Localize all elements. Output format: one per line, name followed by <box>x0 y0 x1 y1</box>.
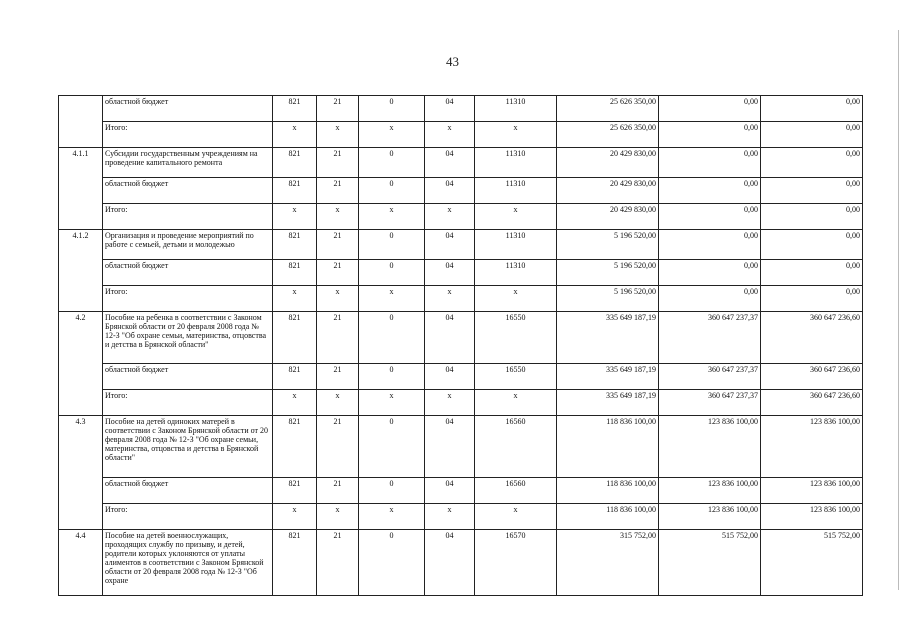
code-cell: x <box>475 390 557 416</box>
code-cell: x <box>359 122 425 148</box>
amount-cell: 0,00 <box>761 204 863 230</box>
amount-cell: 0,00 <box>659 178 761 204</box>
amount-cell: 25 626 350,00 <box>557 122 659 148</box>
code-cell: x <box>273 286 317 312</box>
code-cell: 04 <box>425 416 475 478</box>
amount-cell: 5 196 520,00 <box>557 286 659 312</box>
code-cell: 21 <box>317 260 359 286</box>
code-cell: 04 <box>425 364 475 390</box>
table-row <box>59 122 863 148</box>
code-cell: x <box>359 286 425 312</box>
item-title-cell: Пособие на детей военнослужащих, проходящих службу по призыву, и детей, родители которых уклоняются от уплаты алиментов в соответствии с Законом Брянской области от 20 февраля 2008 года № 12-З "Об охране <box>103 530 273 596</box>
code-cell: 0 <box>359 416 425 478</box>
table-row <box>59 416 863 478</box>
amount-cell: 0,00 <box>659 204 761 230</box>
budget-source-cell: областной бюджет <box>103 178 273 204</box>
amount-cell: 0,00 <box>659 230 761 260</box>
code-cell: 0 <box>359 148 425 178</box>
code-cell: x <box>317 122 359 148</box>
amount-cell: 123 836 100,00 <box>659 478 761 504</box>
code-cell: 04 <box>425 260 475 286</box>
item-number-cell: 4.2 <box>59 312 103 416</box>
code-cell: x <box>425 122 475 148</box>
code-cell: 16550 <box>475 364 557 390</box>
code-cell: 821 <box>273 148 317 178</box>
code-cell: 21 <box>317 230 359 260</box>
amount-cell: 123 836 100,00 <box>659 416 761 478</box>
code-cell: 04 <box>425 478 475 504</box>
total-label-cell: Итого: <box>103 390 273 416</box>
table-row <box>59 230 863 260</box>
item-title-cell: Субсидии государственным учреждениям на проведение капитального ремонта <box>103 148 273 178</box>
code-cell: x <box>317 390 359 416</box>
amount-cell: 25 626 350,00 <box>557 96 659 122</box>
total-label-cell: Итого: <box>103 204 273 230</box>
amount-cell: 335 649 187,19 <box>557 364 659 390</box>
item-number-cell <box>59 96 103 148</box>
amount-cell: 20 429 830,00 <box>557 178 659 204</box>
table-row <box>59 148 863 178</box>
total-label-cell: Итого: <box>103 504 273 530</box>
code-cell: 16560 <box>475 478 557 504</box>
code-cell: 21 <box>317 96 359 122</box>
item-number-cell: 4.1.2 <box>59 230 103 312</box>
code-cell: x <box>273 504 317 530</box>
amount-cell: 0,00 <box>659 260 761 286</box>
code-cell: x <box>359 504 425 530</box>
code-cell: x <box>317 286 359 312</box>
item-number-cell: 4.3 <box>59 416 103 530</box>
code-cell: x <box>475 122 557 148</box>
item-title-cell: Пособие на ребенка в соответствии с Законом Брянской области от 20 февраля 2008 года № 12-З "Об охране семьи, материнства, отцовства и детства в Брянской области" <box>103 312 273 364</box>
amount-cell: 20 429 830,00 <box>557 148 659 178</box>
amount-cell: 360 647 236,60 <box>761 312 863 364</box>
budget-source-cell: областной бюджет <box>103 478 273 504</box>
code-cell: 821 <box>273 230 317 260</box>
code-cell: 821 <box>273 260 317 286</box>
amount-cell: 118 836 100,00 <box>557 504 659 530</box>
amount-cell: 123 836 100,00 <box>761 504 863 530</box>
table-row <box>59 96 863 122</box>
budget-source-cell: областной бюджет <box>103 260 273 286</box>
amount-cell: 0,00 <box>761 230 863 260</box>
amount-cell: 0,00 <box>761 178 863 204</box>
code-cell: 04 <box>425 178 475 204</box>
amount-cell: 515 752,00 <box>659 530 761 596</box>
code-cell: x <box>317 204 359 230</box>
table-row <box>59 504 863 530</box>
code-cell: 0 <box>359 530 425 596</box>
table-row <box>59 178 863 204</box>
amount-cell: 123 836 100,00 <box>761 478 863 504</box>
amount-cell: 0,00 <box>761 286 863 312</box>
amount-cell: 20 429 830,00 <box>557 204 659 230</box>
code-cell: 04 <box>425 312 475 364</box>
code-cell: 16560 <box>475 416 557 478</box>
code-cell: 21 <box>317 148 359 178</box>
table-row <box>59 204 863 230</box>
code-cell: 04 <box>425 96 475 122</box>
code-cell: 11310 <box>475 96 557 122</box>
code-cell: 821 <box>273 530 317 596</box>
budget-table-body <box>59 96 863 596</box>
code-cell: 0 <box>359 178 425 204</box>
code-cell: x <box>359 390 425 416</box>
code-cell: 21 <box>317 416 359 478</box>
table-row <box>59 312 863 364</box>
code-cell: x <box>425 204 475 230</box>
amount-cell: 5 196 520,00 <box>557 260 659 286</box>
amount-cell: 123 836 100,00 <box>659 504 761 530</box>
budget-table <box>58 95 863 596</box>
code-cell: 0 <box>359 96 425 122</box>
code-cell: x <box>425 286 475 312</box>
code-cell: 0 <box>359 260 425 286</box>
code-cell: 821 <box>273 178 317 204</box>
code-cell: 21 <box>317 364 359 390</box>
budget-source-cell: областной бюджет <box>103 364 273 390</box>
table-row <box>59 364 863 390</box>
code-cell: 21 <box>317 178 359 204</box>
table-row <box>59 260 863 286</box>
code-cell: 04 <box>425 530 475 596</box>
code-cell: x <box>475 504 557 530</box>
code-cell: 821 <box>273 416 317 478</box>
amount-cell: 0,00 <box>659 286 761 312</box>
amount-cell: 0,00 <box>761 96 863 122</box>
amount-cell: 335 649 187,19 <box>557 390 659 416</box>
amount-cell: 118 836 100,00 <box>557 416 659 478</box>
code-cell: x <box>317 504 359 530</box>
code-cell: 21 <box>317 312 359 364</box>
code-cell: 0 <box>359 230 425 260</box>
amount-cell: 515 752,00 <box>761 530 863 596</box>
item-number-cell: 4.1.1 <box>59 148 103 230</box>
table-row <box>59 530 863 596</box>
amount-cell: 118 836 100,00 <box>557 478 659 504</box>
code-cell: 16570 <box>475 530 557 596</box>
code-cell: x <box>425 504 475 530</box>
code-cell: x <box>475 204 557 230</box>
code-cell: 821 <box>273 312 317 364</box>
amount-cell: 5 196 520,00 <box>557 230 659 260</box>
code-cell: 821 <box>273 364 317 390</box>
code-cell: 821 <box>273 96 317 122</box>
amount-cell: 0,00 <box>761 260 863 286</box>
code-cell: 0 <box>359 478 425 504</box>
budget-source-cell: областной бюджет <box>103 96 273 122</box>
code-cell: 821 <box>273 478 317 504</box>
item-title-cell: Пособие на детей одиноких матерей в соответствии с Законом Брянской области от 20 февраля 2008 года № 12-З "Об охране семьи, материнства, отцовства и детства в Брянской области" <box>103 416 273 478</box>
code-cell: 04 <box>425 148 475 178</box>
code-cell: 0 <box>359 312 425 364</box>
code-cell: 11310 <box>475 260 557 286</box>
amount-cell: 335 649 187,19 <box>557 312 659 364</box>
code-cell: x <box>273 390 317 416</box>
total-label-cell: Итого: <box>103 122 273 148</box>
code-cell: 16550 <box>475 312 557 364</box>
code-cell: 11310 <box>475 148 557 178</box>
page-number: 43 <box>446 54 459 69</box>
code-cell: x <box>273 122 317 148</box>
code-cell: 0 <box>359 364 425 390</box>
table-row <box>59 478 863 504</box>
total-label-cell: Итого: <box>103 286 273 312</box>
item-number-cell: 4.4 <box>59 530 103 596</box>
code-cell: 04 <box>425 230 475 260</box>
amount-cell: 0,00 <box>659 122 761 148</box>
code-cell: x <box>273 204 317 230</box>
code-cell: x <box>425 390 475 416</box>
table-row <box>59 390 863 416</box>
amount-cell: 360 647 236,60 <box>761 390 863 416</box>
amount-cell: 315 752,00 <box>557 530 659 596</box>
page-edge-line <box>898 30 899 590</box>
code-cell: 21 <box>317 530 359 596</box>
amount-cell: 0,00 <box>659 96 761 122</box>
amount-cell: 360 647 237,37 <box>659 390 761 416</box>
amount-cell: 0,00 <box>761 148 863 178</box>
amount-cell: 360 647 236,60 <box>761 364 863 390</box>
table-row <box>59 286 863 312</box>
amount-cell: 0,00 <box>659 148 761 178</box>
code-cell: x <box>359 204 425 230</box>
code-cell: x <box>475 286 557 312</box>
amount-cell: 360 647 237,37 <box>659 312 761 364</box>
code-cell: 11310 <box>475 230 557 260</box>
code-cell: 21 <box>317 478 359 504</box>
amount-cell: 0,00 <box>761 122 863 148</box>
amount-cell: 123 836 100,00 <box>761 416 863 478</box>
item-title-cell: Организация и проведение мероприятий по работе с семьей, детьми и молодежью <box>103 230 273 260</box>
amount-cell: 360 647 237,37 <box>659 364 761 390</box>
code-cell: 11310 <box>475 178 557 204</box>
